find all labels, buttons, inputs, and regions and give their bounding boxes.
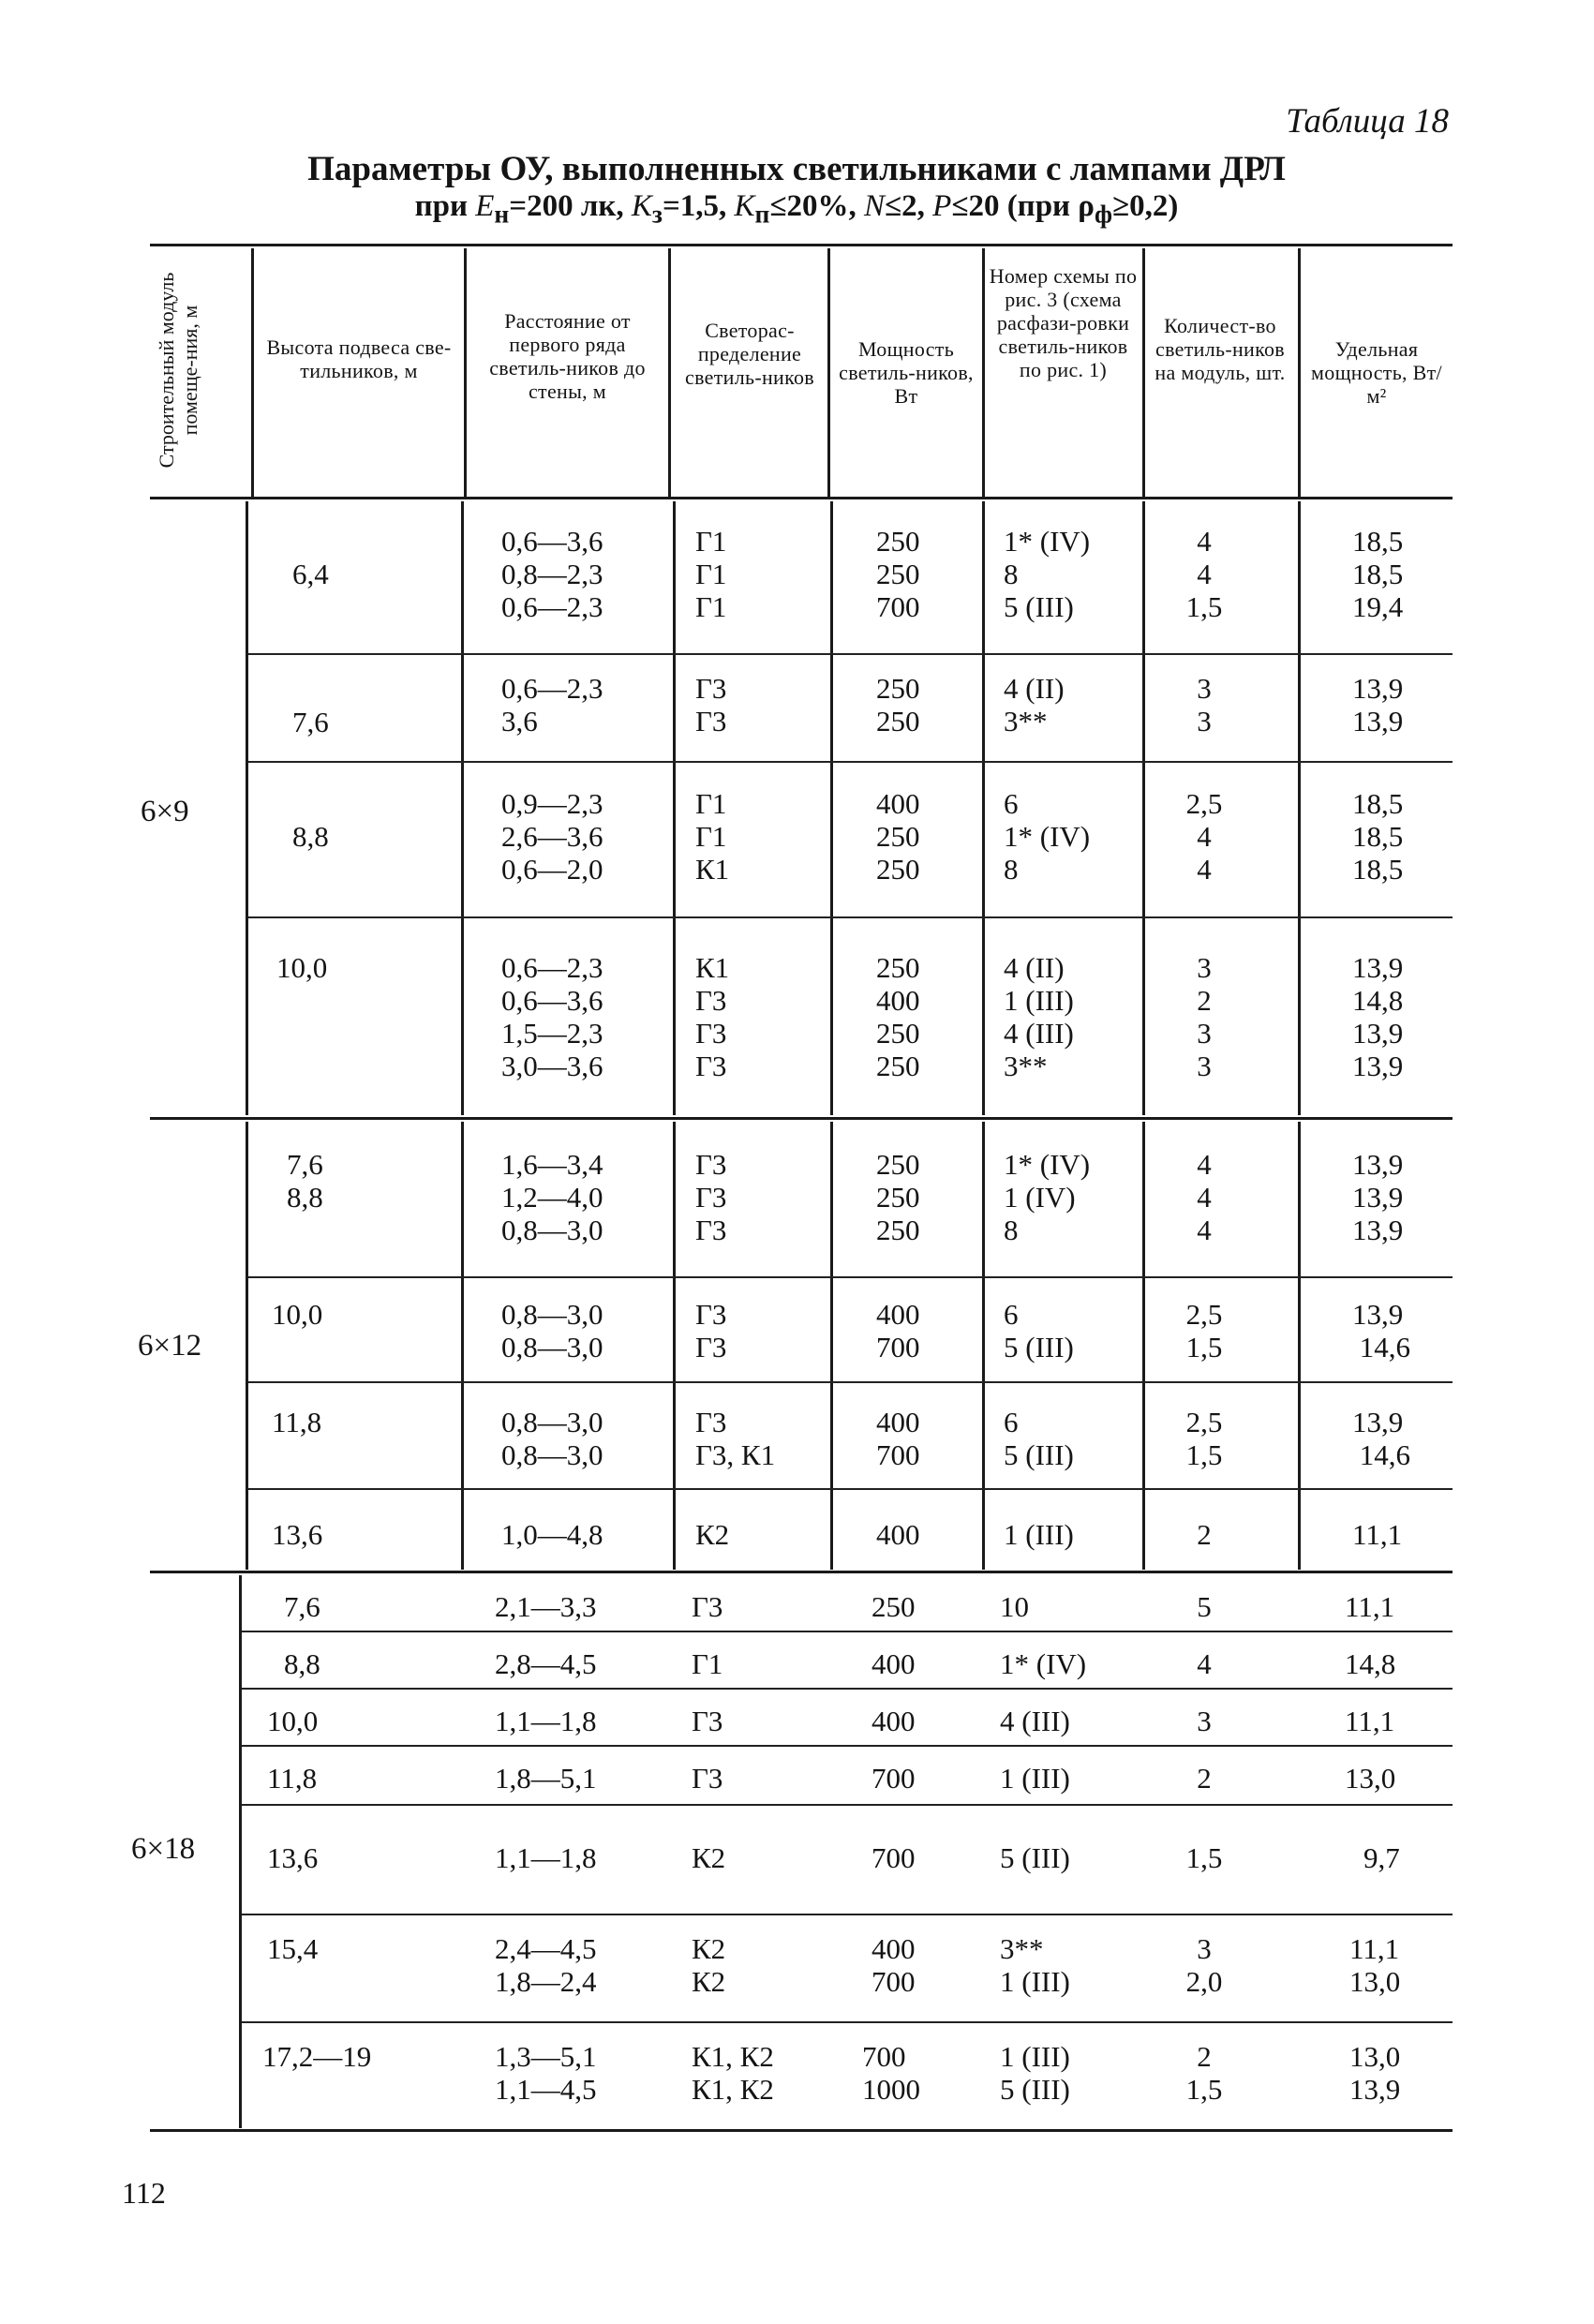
cell-height: 11,8 — [267, 1762, 318, 1795]
header-module: Строительный модуль помеще-ния, м — [155, 272, 201, 469]
cell-light-distribution: Г3 — [692, 1590, 723, 1623]
cell-count: 2,5 4 4 — [1185, 787, 1223, 886]
cell-scheme: 1* (IV) 8 5 (III) — [1004, 525, 1091, 623]
row-rule — [248, 761, 1452, 763]
cell-specific-power: 13,9 14,6 — [1352, 1298, 1410, 1363]
row-rule — [248, 916, 1452, 918]
cell-distance: 0,6—2,3 0,6—3,6 1,5—2,3 3,0—3,6 — [501, 951, 603, 1082]
header-height: Высота подвеса све-тильников, м — [266, 335, 452, 382]
cell-power: 700 1000 — [862, 2040, 920, 2106]
table-label: Таблица 18 — [1286, 102, 1449, 141]
section-rule — [150, 1571, 1452, 1573]
cell-distance: 1,6—3,4 1,2—4,0 0,8—3,0 — [501, 1148, 603, 1246]
cell-distance: 0,8—3,0 0,8—3,0 — [501, 1298, 603, 1363]
header-divider — [982, 248, 985, 499]
cell-distance: 1,1—1,8 — [495, 1841, 597, 1874]
header-divider — [827, 248, 830, 499]
col-divider — [1142, 501, 1145, 1115]
cell-specific-power: 18,5 18,5 18,5 — [1352, 787, 1404, 886]
cell-light-distribution: К2 К2 — [692, 1932, 726, 1998]
page-number: 112 — [122, 2176, 166, 2210]
cell-height: 10,0 — [272, 1298, 323, 1331]
cell-scheme: 6 1* (IV) 8 — [1004, 787, 1091, 886]
row-rule — [242, 1914, 1452, 1915]
header-specific-power: Удельная мощность, Вт/м² — [1311, 337, 1442, 408]
cell-count: 2,5 1,5 — [1185, 1298, 1223, 1363]
cell-scheme: 1 (III) — [1004, 1518, 1074, 1551]
cell-height: 15,4 — [267, 1932, 319, 1965]
cell-height: 17,2—19 — [262, 2040, 372, 2073]
col-divider — [673, 501, 676, 1115]
cell-scheme: 4 (III) — [1000, 1705, 1070, 1737]
cell-specific-power: 11,1 13,0 — [1349, 1932, 1401, 1998]
cell-height: 13,6 — [272, 1518, 323, 1551]
cell-specific-power: 13,0 — [1345, 1762, 1396, 1795]
cell-power: 700 — [871, 1762, 916, 1795]
header-bottom-rule — [150, 497, 1452, 499]
cell-power: 250 — [871, 1590, 916, 1623]
cell-power: 400 250 250 — [876, 787, 920, 886]
cell-power: 250 250 — [876, 672, 920, 737]
row-rule — [242, 1631, 1452, 1632]
cell-distance: 1,1—1,8 — [495, 1705, 597, 1737]
col-divider — [830, 501, 833, 1115]
cell-scheme: 1* (IV) — [1000, 1647, 1087, 1680]
cell-count: 2 1,5 — [1185, 2040, 1223, 2106]
row-rule — [242, 1745, 1452, 1747]
cell-scheme: 1* (IV) 1 (IV) 8 — [1004, 1148, 1091, 1246]
cell-light-distribution: Г3 — [692, 1705, 723, 1737]
cell-light-distribution: Г3 Г3 — [695, 1298, 727, 1363]
col-divider — [246, 501, 248, 1115]
cell-light-distribution: К1 Г3 Г3 Г3 — [695, 951, 730, 1082]
cell-power: 400 — [876, 1518, 920, 1551]
cell-distance: 1,0—4,8 — [501, 1518, 603, 1551]
cell-distance: 0,6—2,3 3,6 — [501, 672, 603, 737]
cell-light-distribution: Г3 Г3, К1 — [695, 1406, 776, 1471]
cell-count: 4 — [1197, 1647, 1212, 1680]
cell-height: 7,6 — [292, 706, 329, 738]
col-divider — [461, 501, 464, 1115]
cell-light-distribution: К1, К2 К1, К2 — [692, 2040, 774, 2106]
cell-scheme: 1 (III) — [1000, 1762, 1070, 1795]
module-label: 6×12 — [138, 1329, 202, 1363]
row-rule — [242, 2021, 1452, 2023]
cell-distance: 2,4—4,5 1,8—2,4 — [495, 1932, 597, 1998]
col-divider — [982, 1122, 985, 1570]
cell-height: 6,4 — [292, 558, 329, 590]
col-divider — [830, 1122, 833, 1570]
cell-height: 7,6 8,8 — [287, 1148, 323, 1214]
cell-light-distribution: Г1 — [692, 1647, 723, 1680]
cell-specific-power: 11,1 — [1345, 1590, 1395, 1623]
cell-count: 3 3 — [1197, 672, 1212, 737]
cell-distance: 0,6—3,6 0,8—2,3 0,6—2,3 — [501, 525, 603, 623]
header-divider — [668, 248, 671, 499]
cell-specific-power: 13,9 13,9 — [1352, 672, 1404, 737]
cell-distance: 0,9—2,3 2,6—3,6 0,6—2,0 — [501, 787, 603, 886]
cell-scheme: 4 (II) 1 (III) 4 (III) 3** — [1004, 951, 1074, 1082]
module-label: 6×18 — [131, 1832, 196, 1866]
cell-scheme: 3** 1 (III) — [1000, 1932, 1070, 1998]
header-divider — [1298, 248, 1301, 499]
cell-scheme: 4 (II) 3** — [1004, 672, 1065, 737]
cell-power: 250 400 250 250 — [876, 951, 920, 1082]
col-divider — [982, 501, 985, 1115]
col-divider — [1298, 1122, 1301, 1570]
col-divider — [461, 1122, 464, 1570]
cell-scheme: 5 (III) — [1000, 1841, 1070, 1874]
cell-count: 2 — [1197, 1762, 1212, 1795]
cell-height: 11,8 — [272, 1406, 322, 1438]
row-rule — [248, 1488, 1452, 1490]
cell-power: 400 700 — [871, 1932, 916, 1998]
col-divider — [1298, 501, 1301, 1115]
cell-count: 1,5 — [1185, 1841, 1223, 1874]
cell-height: 10,0 — [276, 951, 328, 984]
cell-scheme: 1 (III) 5 (III) — [1000, 2040, 1070, 2106]
cell-light-distribution: Г1 Г1 Г1 — [695, 525, 727, 623]
col-divider — [246, 1122, 248, 1570]
cell-count: 4 4 4 — [1197, 1148, 1212, 1246]
header-count: Количест-во светиль-ников на модуль, шт. — [1155, 314, 1286, 384]
table-title: Параметры ОУ, выполненных светильниками с лампами ДРЛ — [307, 150, 1286, 188]
cell-scheme: 10 — [1000, 1590, 1029, 1623]
module-label: 6×9 — [141, 795, 189, 828]
cell-distance: 1,8—5,1 — [495, 1762, 597, 1795]
cell-scheme: 6 5 (III) — [1004, 1298, 1074, 1363]
cell-specific-power: 9,7 — [1363, 1841, 1400, 1874]
cell-specific-power: 13,9 14,8 13,9 13,9 — [1352, 951, 1404, 1082]
cell-power: 400 700 — [876, 1298, 920, 1363]
cell-specific-power: 13,9 14,6 — [1352, 1406, 1410, 1471]
section-rule — [150, 1117, 1452, 1120]
row-rule — [248, 1381, 1452, 1383]
row-rule — [242, 1688, 1452, 1690]
cell-specific-power: 18,5 18,5 19,4 — [1352, 525, 1404, 623]
cell-light-distribution: К2 — [695, 1518, 730, 1551]
cell-light-distribution: Г3 Г3 — [695, 672, 727, 737]
cell-height: 10,0 — [267, 1705, 319, 1737]
cell-height: 7,6 — [284, 1590, 320, 1623]
cell-specific-power: 11,1 — [1352, 1518, 1403, 1551]
cell-distance: 2,1—3,3 — [495, 1590, 597, 1623]
cell-power: 250 250 250 — [876, 1148, 920, 1246]
cell-count: 4 4 1,5 — [1185, 525, 1223, 623]
cell-power: 400 700 — [876, 1406, 920, 1471]
cell-count: 5 — [1197, 1590, 1212, 1623]
header-top-rule — [150, 244, 1452, 246]
header-divider — [251, 248, 254, 499]
cell-distance: 0,8—3,0 0,8—3,0 — [501, 1406, 603, 1471]
header-light-distribution: Светорас-пределение светиль-ников — [685, 319, 814, 389]
cell-light-distribution: Г3 Г3 Г3 — [695, 1148, 727, 1246]
table-subtitle: при $E_н=200$ лк, $K_з=1,5$, $K_п\le 20\%$, N≤2, P≤20 (при $\rho_ф\ge 0,2$) — [414, 189, 1179, 229]
cell-height: 13,6 — [267, 1841, 319, 1874]
row-rule — [248, 1276, 1452, 1278]
cell-height: 8,8 — [292, 820, 329, 853]
cell-specific-power: 13,0 13,9 — [1349, 2040, 1401, 2106]
table-bottom-rule — [150, 2129, 1452, 2132]
cell-specific-power: 13,9 13,9 13,9 — [1352, 1148, 1404, 1246]
cell-distance: 2,8—4,5 — [495, 1647, 597, 1680]
cell-light-distribution: Г3 — [692, 1762, 723, 1795]
cell-count: 3 2 3 3 — [1197, 951, 1212, 1082]
cell-power: 400 — [871, 1647, 916, 1680]
header-scheme: Номер схемы по рис. 3 (схема расфази-ровки светиль-ников по рис. 1) — [989, 264, 1138, 381]
cell-power: 700 — [871, 1841, 916, 1874]
col-divider — [1142, 1122, 1145, 1570]
cell-specific-power: 11,1 — [1345, 1705, 1395, 1737]
cell-count: 2 — [1197, 1518, 1212, 1551]
cell-count: 3 2,0 — [1185, 1932, 1223, 1998]
header-power: Мощность светиль-ников, Вт — [839, 337, 974, 408]
cell-count: 3 — [1197, 1705, 1212, 1737]
header-divider — [464, 248, 467, 499]
cell-scheme: 6 5 (III) — [1004, 1406, 1074, 1471]
col-divider — [239, 1575, 242, 2128]
cell-light-distribution: К2 — [692, 1841, 726, 1874]
cell-power: 400 — [871, 1705, 916, 1737]
cell-specific-power: 14,8 — [1345, 1647, 1396, 1680]
col-divider — [673, 1122, 676, 1570]
cell-light-distribution: Г1 Г1 К1 — [695, 787, 730, 886]
row-rule — [242, 1804, 1452, 1806]
row-rule — [248, 653, 1452, 655]
cell-count: 2,5 1,5 — [1185, 1406, 1223, 1471]
cell-height: 8,8 — [284, 1647, 320, 1680]
cell-distance: 1,3—5,1 1,1—4,5 — [495, 2040, 597, 2106]
cell-power: 250 250 700 — [876, 525, 920, 623]
header-distance: Расстояние от первого ряда светиль-ников до стены, м — [489, 309, 646, 403]
